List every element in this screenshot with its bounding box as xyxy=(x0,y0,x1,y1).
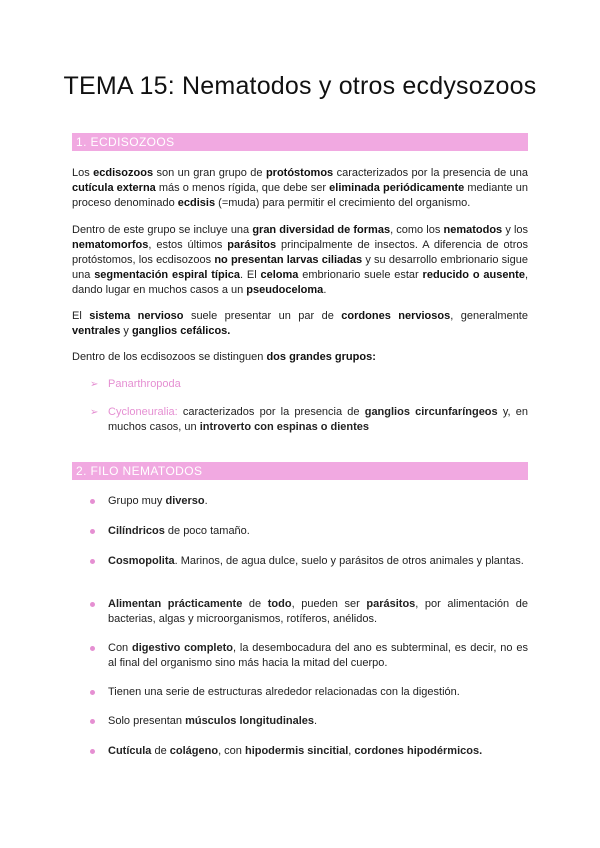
bullet-dot-icon xyxy=(90,749,95,754)
text-run: mediante un proceso denominado xyxy=(72,182,528,209)
bold-term: Alimentan prácticamente xyxy=(108,598,243,610)
bold-term: pseudoceloma xyxy=(246,284,324,296)
list-item-text xyxy=(108,714,528,729)
text-run: Dentro de los ecdisozoos se distinguen xyxy=(72,351,267,363)
text-run: principalmente de insectos. A diferencia de otros protóstomos, los ecdisozoos xyxy=(72,239,528,266)
list-item xyxy=(90,685,528,700)
list-item xyxy=(90,494,528,509)
list-item-text xyxy=(108,524,528,539)
paragraph xyxy=(72,350,528,365)
section-heading-ecdisozoos: 1. ECDISOZOOS xyxy=(72,133,528,151)
text-run: Solo presentan xyxy=(108,715,186,727)
bold-term: Cilíndricos xyxy=(108,525,165,537)
bullet-dot-icon xyxy=(90,719,95,724)
list-item-text xyxy=(108,597,528,627)
text-run: , la desembocadura del ano es subterminal, es decir, no es al final del organismo sino más hacia la mitad del cuerpo. xyxy=(108,642,528,669)
bold-term: ganglios cefálicos. xyxy=(131,325,231,337)
text-run: El xyxy=(72,310,90,322)
bullet-dot-icon xyxy=(90,690,95,695)
bullet-dot-icon xyxy=(90,529,95,534)
text-run: (=muda) para permitir el crecimiento del organismo. xyxy=(215,197,471,209)
text-run: de poco tamaño. xyxy=(164,525,250,537)
bold-term: reducido o ausente xyxy=(422,269,525,281)
text-run: caracterizados por la presencia de xyxy=(177,406,365,418)
text-run: , xyxy=(348,745,355,757)
list-item-text xyxy=(108,494,528,509)
text-run: embrionario suele estar xyxy=(298,269,423,281)
list-item xyxy=(90,405,528,435)
text-run: Grupo muy xyxy=(108,495,166,507)
arrow-bullet-icon: ➢ xyxy=(90,407,99,418)
text-run: de xyxy=(242,598,268,610)
list-item xyxy=(90,641,528,671)
list-item-text xyxy=(108,641,528,671)
bold-term: músculos longitudinales xyxy=(185,715,315,727)
text-run: , estos últimos xyxy=(148,239,228,251)
bold-term: parásitos xyxy=(366,598,416,610)
bold-term: cordones hipodérmicos. xyxy=(354,745,483,757)
list-item xyxy=(90,597,528,627)
list-item xyxy=(90,554,528,569)
group-name: Cycloneuralia: xyxy=(108,406,178,418)
bold-term: parásitos xyxy=(227,239,277,251)
text-run: son un gran grupo de xyxy=(153,167,266,179)
text-run: . xyxy=(314,715,318,727)
text-run: , por alimentación de bacterias, algas y microorganismos, rotíferos, anélidos. xyxy=(108,598,528,625)
bold-term: diverso xyxy=(165,495,205,507)
bold-term: protóstomos xyxy=(265,167,334,179)
bold-term: ecdisozoos xyxy=(93,167,154,179)
page-title: TEMA 15: Nematodos y otros ecdysozoos xyxy=(63,72,537,100)
section-heading-filo-nematodos: 2. FILO NEMATODOS xyxy=(72,462,528,480)
text-run: , pueden ser xyxy=(291,598,367,610)
bold-term: digestivo completo xyxy=(132,642,233,654)
list-item xyxy=(90,744,528,759)
list-item xyxy=(90,377,528,392)
bullet-dot-icon xyxy=(90,499,95,504)
text-run: de xyxy=(151,745,170,757)
bold-term: ecdisis xyxy=(177,197,216,209)
bold-term: Cosmopolita xyxy=(108,555,175,567)
text-run: y, en muchos casos, un xyxy=(108,406,528,433)
text-run: Tienen una serie de estructuras alrededor relacionadas con la digestión. xyxy=(108,686,460,698)
bold-term: celoma xyxy=(260,269,299,281)
bold-term: ganglios circunfaríngeos xyxy=(364,406,498,418)
text-run: Con xyxy=(108,642,132,654)
text-run: . xyxy=(204,495,208,507)
text-run: caracterizados por la presencia de una xyxy=(333,167,528,179)
bold-term: ventrales xyxy=(72,325,121,337)
paragraph xyxy=(72,166,528,211)
bold-term: nematodos xyxy=(443,224,503,236)
text-run: , generalmente xyxy=(450,310,528,322)
bold-term: introverto con espinas o dientes xyxy=(199,421,370,433)
text-run: y xyxy=(120,325,132,337)
bold-term: cutícula externa xyxy=(72,182,156,194)
bold-term: dos grandes grupos: xyxy=(266,351,376,363)
group-name: Panarthropoda xyxy=(108,378,181,390)
text-run: . xyxy=(323,284,327,296)
bold-term: segmentación espiral típica xyxy=(94,269,240,281)
paragraph xyxy=(72,309,528,339)
text-run: Los xyxy=(72,167,94,179)
list-item xyxy=(90,524,528,539)
list-item-text xyxy=(108,744,528,759)
bold-term: gran diversidad de formas xyxy=(252,224,391,236)
bold-term: sistema nervioso xyxy=(89,310,184,322)
list-item xyxy=(90,714,528,729)
bullet-dot-icon xyxy=(90,646,95,651)
text-run: , dando lugar en muchos casos a un xyxy=(72,269,528,296)
text-run: Dentro de este grupo se incluye una xyxy=(72,224,253,236)
list-item-text xyxy=(108,685,528,700)
text-run: suele presentar un par de xyxy=(183,310,342,322)
bold-term: colágeno xyxy=(169,745,219,757)
arrow-bullet-icon: ➢ xyxy=(90,379,99,390)
bold-term: no presentan larvas ciliadas xyxy=(214,254,363,266)
bold-term: Cutícula xyxy=(108,745,152,757)
text-run: y los xyxy=(502,224,529,236)
list-item-text xyxy=(108,377,528,392)
text-run: . El xyxy=(240,269,261,281)
text-run: , con xyxy=(218,745,245,757)
bold-term: nematomorfos xyxy=(72,239,149,251)
text-run: y su desarrollo embrionario sigue una xyxy=(72,254,528,281)
bullet-dot-icon xyxy=(90,559,95,564)
list-item-text xyxy=(108,405,528,435)
bullet-dot-icon xyxy=(90,602,95,607)
text-run: , como los xyxy=(390,224,444,236)
bold-term: todo xyxy=(267,598,292,610)
bold-term: eliminada periódicamente xyxy=(329,182,465,194)
text-run: . Marinos, de agua dulce, suelo y parásitos de otros animales y plantas. xyxy=(174,555,524,567)
bold-term: hipodermis sincitial xyxy=(244,745,349,757)
list-item-text xyxy=(108,554,528,569)
text-run: más o menos rígida, que debe ser xyxy=(155,182,330,194)
paragraph xyxy=(72,223,528,298)
bold-term: cordones nerviosos xyxy=(341,310,451,322)
